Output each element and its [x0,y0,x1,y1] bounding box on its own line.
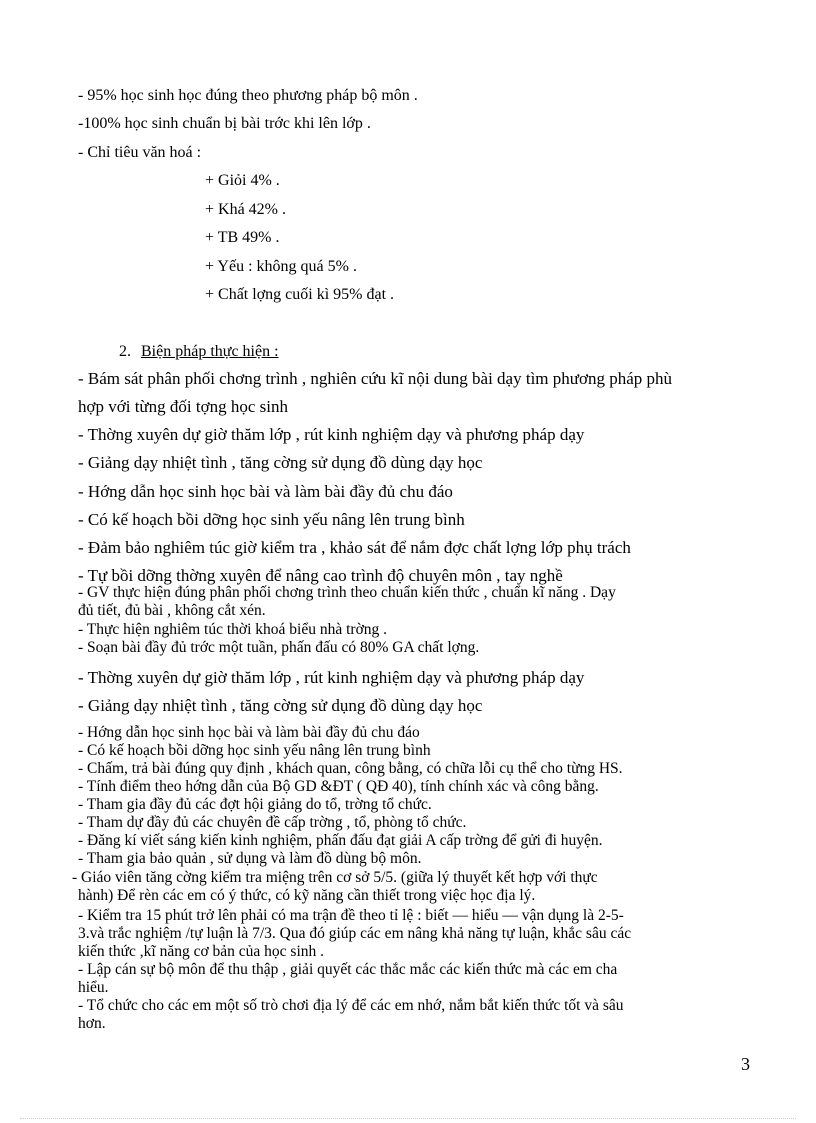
text-line: hơn. [78,1015,106,1032]
text-line: hành) Để rèn các em có ý thức, có kỹ năng cần thiết trong việc học địa lý. [78,887,536,904]
text-line: đủ tiết, đủ bài , không cắt xén. [78,602,266,619]
text-line: 3.và trắc nghiệm /tự luận là 7/3. Qua đó giúp các em nâng khả năng tự luận, khắc sâu các [78,925,632,942]
text-line: hiểu. [78,979,109,996]
text-line: - 95% học sinh học đúng theo phương pháp bộ môn . [78,87,418,104]
page-footer-divider [20,1118,796,1119]
section-heading: Biện pháp thực hiện : [141,343,279,360]
text-line: - Giảng dạy nhiệt tình , tăng cờng sử dụng đồ dùng dạy học [78,453,483,472]
text-line: - Có kế hoạch bồi dỡng học sinh yếu nâng lên trung bình [78,510,465,529]
text-line: - Thực hiện nghiêm túc thời khoá biểu nhà trờng . [78,621,388,638]
text-line: - Đảm bảo nghiêm túc giờ kiểm tra , khảo sát để nắm đợc chất lợng lớp phụ trách [78,538,631,557]
text-line: + Giỏi 4% . [205,172,280,189]
text-line: - Hớng dẫn học sinh học bài và làm bài đầy đủ chu đáo [78,724,420,741]
section-number: 2. [119,343,131,360]
text-line: - Tham gia bảo quản , sử dụng và làm đồ dùng bộ môn. [78,850,422,867]
text-line: - Tính điểm theo hớng dẫn của Bộ GD &ĐT ( QĐ 40), tính chính xác và công bằng. [78,778,599,795]
text-line: - Hớng dẫn học sinh học bài và làm bài đầy đủ chu đáo [78,482,453,501]
text-line: - Thờng xuyên dự giờ thăm lớp , rút kinh nghiệm dạy và phương pháp dạy [78,668,585,687]
text-line: - Có kế hoạch bồi dỡng học sinh yếu nâng lên trung bình [78,742,431,759]
text-line: - Giảng dạy nhiệt tình , tăng cờng sử dụng đồ dùng dạy học [78,696,483,715]
text-line: - Tham dự đầy đủ các chuyên đề cấp trờng , tổ, phòng tổ chức. [78,814,467,831]
page-number: 3 [741,1054,750,1074]
text-line: - Lập cán sự bộ môn để thu thập , giải quyết các thắc mắc các kiến thức mà các em cha [78,961,618,978]
text-line: - Tổ chức cho các em một số trò chơi địa lý để các em nhớ, nắm bắt kiến thức tốt và sâu [78,997,624,1014]
text-line: -100% học sinh chuẩn bị bài trớc khi lên lớp . [78,115,371,132]
text-line: hợp với từng đối tợng học sinh [78,397,288,416]
text-line: kiến thức ,kĩ năng cơ bản của học sinh . [78,943,325,960]
text-line: + Khá 42% . [205,201,287,218]
text-line: - Tự bồi dỡng thờng xuyên để nâng cao trình độ chuyên môn , tay nghề [78,566,563,585]
text-line: - Soạn bài đầy đủ trớc một tuần, phấn đấu có 80% GA chất lợng. [78,639,480,656]
text-line: - GV thực hiện đúng phân phối chơng trình theo chuẩn kiến thức , chuẩn kĩ năng . Dạy [78,584,616,601]
text-line: - Chỉ tiêu văn hoá : [78,144,202,161]
text-line: - Chấm, trả bài đúng quy định , khách quan, công bằng, có chữa lỗi cụ thể cho từng HS. [78,760,623,777]
text-line: + Yếu : không quá 5% . [205,258,357,275]
text-line: - Đăng kí viết sáng kiến kinh nghiệm, phấn đấu đạt giải A cấp trờng để gửi đi huyện. [78,832,603,849]
text-line: - Tham gia đầy đủ các đợt hội giảng do tổ, trờng tổ chức. [78,796,432,813]
text-line: + Chất lợng cuối kì 95% đạt . [205,286,395,303]
text-line: + TB 49% . [205,229,280,246]
text-line: - Bám sát phân phối chơng trình , nghiên cứu kĩ nội dung bài dạy tìm phương pháp phù [78,369,673,388]
text-line: - Kiểm tra 15 phút trở lên phải có ma trận đề theo tỉ lệ : biết — hiểu — vận dụng là 2-5- [78,907,624,924]
text-line: - Giáo viên tăng cờng kiểm tra miệng trên cơ sở 5/5. (giữa lý thuyết kết hợp với thực [72,869,598,886]
text-line: - Thờng xuyên dự giờ thăm lớp , rút kinh nghiệm dạy và phương pháp dạy [78,425,585,444]
